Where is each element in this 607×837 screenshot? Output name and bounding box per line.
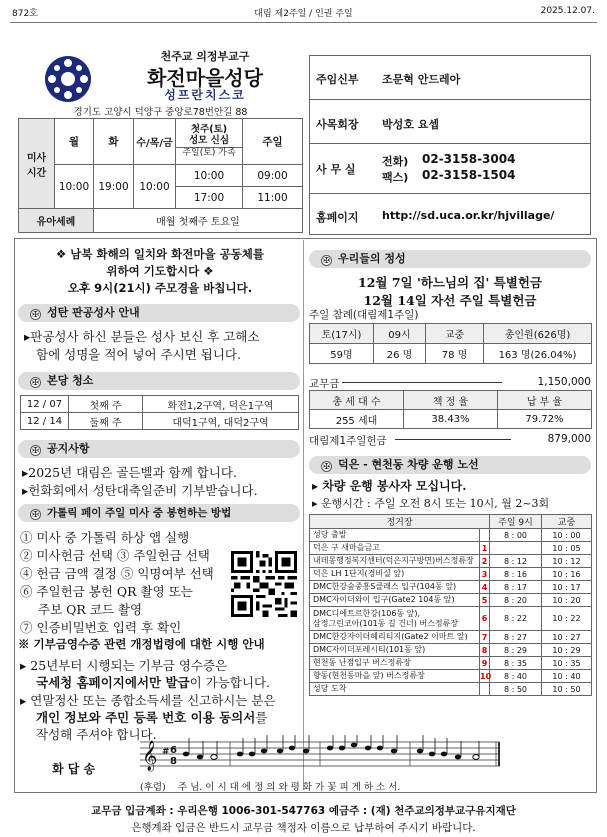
bus-stop-name-2: 삼정그린코아(101동 길 건너) 버스정류장 — [313, 618, 459, 628]
office-fax: 02-3158-1504 — [422, 168, 516, 182]
bus-stop-row — [310, 607, 592, 631]
footer-note: 은행계좌 입금은 반드시 교무금 책정자 이름으로 납부하여 주시기 바랍니다. — [131, 822, 476, 834]
tax-b1a: ▸ 25년부터 시행되는 기부금 영수증은 — [20, 658, 228, 673]
bus-time-9am: 8 : 22 — [490, 607, 542, 631]
footer-account: 교무금 입금계좌 : 우리은행 1006-301-547763 예금주 : (재) 천주교의정부교구유지재단 — [91, 805, 516, 817]
col-sunday: 주일 — [243, 119, 303, 165]
bus-stop-row — [310, 683, 592, 696]
infant-baptism-label: 유아세례 — [19, 209, 94, 233]
bus-time-9am: 8 : 17 — [490, 581, 542, 594]
col-wed-fri: 수/목/금 — [134, 119, 176, 165]
bus-stop-number: 1 — [480, 542, 490, 555]
bus-time-main: 10 : 05 — [542, 542, 592, 555]
bus-stop-row — [310, 555, 592, 568]
bus-stop-name: 내데몽행정복지센터(덕은지구방면)버스정류장 — [313, 556, 474, 565]
bus-time-9am: 8 : 50 — [490, 683, 542, 696]
bus-stop-name: 향동(현천동마을 앞) 버스정류장 — [313, 671, 425, 680]
bus-stop-row — [310, 594, 592, 607]
time-tue: 19:00 — [94, 165, 134, 209]
prayer-line2: 위하여 기도합시다 ❖ — [106, 264, 214, 278]
bus-stop-number: 9 — [480, 657, 490, 670]
time-mon: 10:00 — [55, 165, 94, 209]
council-label: 사목회장 — [316, 118, 359, 131]
svg-text:8: 8 — [170, 756, 177, 767]
tax-b1b: 국세청 홈페이지에서만 발급이 가능합니다. — [36, 675, 271, 690]
special-collection-2: 12월 14일 자선 주일 특별헌금 — [363, 293, 537, 308]
step-6b: 주보 QR 코드 촬영 — [38, 602, 143, 617]
attendance-table: 토(17시) 09시 교중 총인원(626명) 59명 26 명 78 명 163 명(26.04%) — [309, 323, 592, 364]
bus-time-9am: 8 : 29 — [490, 644, 542, 657]
bus-stop-name: DMC한강자이더헤리티지(Gate2 이마트 앞) — [313, 632, 468, 641]
bus-stop-number — [480, 529, 490, 542]
section-bus: ✠ 덕은 - 현천동 차량 운행 노선 — [309, 456, 591, 474]
bus-stop-name: DMC자이더와이 입구(Gate2 104동 앞) — [313, 595, 455, 604]
phone-label: 전화) — [382, 155, 409, 168]
time-sat2: 17:00 — [176, 187, 243, 209]
patron-saint: 성프란치스코 — [164, 88, 246, 102]
staff-box — [309, 55, 591, 235]
step-2-3: ② 미사헌금 선택 ③ 주일헌금 선택 — [20, 548, 210, 563]
bus-stop-number: 10 — [480, 671, 492, 681]
council-president: 박성호 요셉 — [382, 118, 439, 131]
bus-time-9am: 8 : 16 — [490, 568, 542, 581]
section-cleaning: ✠ 본당 청소 — [18, 372, 300, 390]
bus-time-9am: 8 : 20 — [490, 594, 542, 607]
school-fee-amount: 1,150,000 — [537, 376, 591, 388]
col-first-sat: 첫주(토) — [190, 124, 228, 135]
bus-stop-number: 5 — [480, 594, 490, 607]
bus-stop-name: DMC자이더포레시티(101동 앞) — [313, 645, 426, 654]
cross-icon: ✠ — [30, 445, 41, 456]
cross-icon: ✠ — [321, 255, 332, 266]
school-fee-table: 총 세 대 수 책 정 율 납 부 율 255 세대 38.43% 79.72% — [309, 390, 592, 429]
homepage-label: 홈페이지 — [316, 211, 359, 224]
cross-icon: ✠ — [30, 509, 41, 520]
time-wed-fri: 10:00 — [134, 165, 176, 209]
cross-icon: ✠ — [321, 461, 332, 472]
bus-time-main: 10 : 50 — [542, 683, 592, 696]
step-7: ⑦ 인증비밀번호 입력 후 확인 — [20, 620, 182, 635]
prayer-line3: 오후 9시(21시) 주모경을 바칩니다. — [67, 281, 253, 295]
bus-time-main: 10 : 00 — [542, 529, 592, 542]
bus-schedule-note: ▸ 운행시간 : 주일 오전 8시 또는 10시, 월 2~3회 — [312, 497, 550, 510]
bus-stop-number — [480, 683, 490, 696]
mass-label: 미사 — [26, 152, 47, 164]
bus-stop-number: 2 — [480, 555, 490, 568]
bus-time-main: 10 : 12 — [542, 555, 592, 568]
bus-stop-name: 덕은 구 새마을금고 — [313, 543, 380, 552]
bus-route-table: 정거장 주일 9시 교중 성당 출발 8 : 00 10 : 00 덕은 구 새마을금고 1 10 : 05 내데몽행정복지센터(덕은지구방면)버스정류장 2 8 : 12 10 : 12 덕은 LH 1단지(경비실 앞) 3 8 : 16 10 : 16 DMC한강숲중흥S클래스 입구(104동 앞) 4 8 : 17 10 : 17 DMC자이더와이 입구(Gate2 104동 앞) 5 8 : 20 10 : 20 DMC디에트르한강(106동 앞), 삼정그린코아(101동 길 건너) 버스정류장 6 8 : 22 10 : 22 DMC한강자이더헤리티지(Gate2 이마트 앞) 7 8 : 27 10 : 27 DMC자이더포레시티(101동 앞) 8 8 : 29 10 : 29 현천동 난점입구 버스정류장 9 8 : 35 10 : 35 향동(현천동마을 앞) 버스정류장 10 8 : 40 10 : 40 성당 도착 8 : 50 10 : 50 — [309, 514, 592, 696]
bus-stop-row — [310, 644, 592, 657]
liturgical-week: 대림 제2주일 / 인권 주일 — [254, 9, 353, 19]
bus-time-9am: 8 : 12 — [490, 555, 542, 568]
step-6: ⑥ 주일헌금 봉헌 QR 촬영 또는 — [20, 584, 193, 599]
bus-time-main: 10 : 16 — [542, 568, 592, 581]
bus-time-main: 10 : 20 — [542, 594, 592, 607]
step-4-5: ④ 헌금 금액 결정 ⑤ 익명여부 선택 — [20, 566, 214, 581]
psalm-sheet-music — [140, 734, 500, 778]
cross-icon: ✠ — [30, 377, 41, 388]
office-label: 사 무 실 — [316, 163, 356, 176]
bus-stop-number: 7 — [480, 631, 490, 644]
bus-time-main: 10 : 27 — [542, 631, 592, 644]
issue-number: 872호 — [12, 9, 38, 19]
bus-stop-row — [310, 568, 592, 581]
fax-label: 팩스) — [382, 171, 409, 184]
issue-date: 2025.12.07. — [540, 6, 595, 16]
bus-stop-row — [310, 581, 592, 594]
bus-stop-row — [310, 529, 592, 542]
tax-b2c: 작성해 주셔야 합니다. — [36, 727, 157, 742]
bus-stop-name: 성당 출발 — [313, 530, 347, 539]
section-confession: ✠ 성탄 판공성사 안내 — [18, 304, 300, 322]
tax-b2a: ▸ 연말정산 또는 종합소득세를 신고하시는 분은 — [20, 693, 276, 708]
confession-line1: ▸판공성사 하신 분들은 성사 보신 후 고해소 — [24, 329, 260, 344]
mass-schedule-table: 미사 시간 월 화 수/목/금 첫주(토) 성모 신심 주일(토) 가족 주일 10:00 19:00 10:00 10:00 09:00 17:00 11:00 유아세례 매월 첫째주 토요일 — [18, 118, 303, 233]
bus-stop-name: 성당 도착 — [313, 684, 347, 693]
col-mon: 월 — [55, 119, 94, 165]
pastor-label: 주임신부 — [316, 73, 359, 86]
infant-baptism-value: 매월 첫째주 토요일 — [94, 209, 303, 233]
parish-name: 화전마을성당 — [147, 66, 263, 90]
confession-line2: 함에 성명을 적어 넣어 주시면 됩니다. — [36, 347, 241, 362]
cross-icon: ✠ — [30, 309, 41, 320]
bus-stop-row — [310, 542, 592, 555]
bus-stop-number: 3 — [480, 568, 490, 581]
office-phone: 02-3158-3004 — [422, 152, 516, 166]
bus-time-9am: 8 : 35 — [490, 657, 542, 670]
school-fee-label: 교무금 — [309, 378, 340, 390]
cleaning-table: 12 / 07 첫째 주 화전1,2구역, 덕은1구역 12 / 14 둘째 주 대덕1구역, 대덕2구역 — [20, 395, 299, 430]
prayer-line1: ❖ 남북 화해의 일치와 화전마을 공동체를 — [55, 247, 265, 261]
time-sun1: 09:00 — [243, 165, 303, 187]
psalm-label: 화 답 송 — [52, 762, 96, 776]
bus-time-main: 10 : 22 — [542, 607, 592, 631]
time-sun2: 11:00 — [243, 187, 303, 209]
bus-time-9am: 8 : 40 — [490, 670, 542, 683]
bus-stop-row — [310, 670, 592, 683]
bus-stop-number: 8 — [480, 644, 490, 657]
svg-text:𝄞: 𝄞 — [142, 741, 158, 771]
parish-logo — [44, 55, 92, 103]
tax-b2b: 개인 정보와 주민 등록 번호 이용 동의서를 — [36, 710, 268, 725]
bus-stop-name: DMC디에트르한강(106동 앞), — [313, 608, 421, 618]
attendance-title: 주일 참례(대림제1주일) — [309, 309, 419, 321]
special-collection-1: 12월 7일 '하느님의 집' 특별헌금 — [358, 275, 542, 290]
parish-address: 경기도 고양시 덕양구 중앙로78번안길 88 — [73, 107, 248, 118]
bus-stop-row — [310, 631, 592, 644]
notice-1: ▸2025년 대림은 골든벨과 함께 합니다. — [22, 465, 237, 480]
bus-stop-number: 4 — [480, 581, 490, 594]
bus-time-9am: 8 : 00 — [490, 529, 542, 542]
notice-2: ▸헌화회에서 성탄대축일준비 기부받습니다. — [22, 483, 258, 498]
bus-time-9am — [490, 542, 542, 555]
bus-time-main: 10 : 17 — [542, 581, 592, 594]
bus-volunteer: ▸ 차량 운행 봉사자 모십니다. — [312, 479, 467, 493]
svg-text:#: # — [162, 747, 170, 757]
donation-qr-code[interactable] — [231, 551, 297, 617]
psalm-lyrics: (후렴) 주 님. 이 시 대 에 정 의 와 평 화 가 꽃 피 게 하 소 서. — [140, 782, 401, 793]
section-notice: ✠ 공지사항 — [18, 440, 300, 458]
bus-time-main: 10 : 29 — [542, 644, 592, 657]
section-offerings: ✠ 우리들의 정성 — [309, 250, 591, 268]
homepage-link[interactable]: http://sd.uca.or.kr/hjvillage/ — [382, 209, 555, 222]
bus-stop-row — [310, 657, 592, 670]
bus-stop-name: DMC한강숲중흥S클래스 입구(104동 앞) — [313, 582, 457, 591]
step-1: ① 미사 중 가톨릭 하상 앱 실행 — [20, 530, 190, 545]
bus-stop-name: 현천동 난점입구 버스정류장 — [313, 658, 411, 667]
svg-text:6: 6 — [170, 745, 177, 756]
tax-notice-title: ※ 기부금영수증 관련 개정법령에 대한 시행 안내 — [18, 637, 265, 651]
col-tue: 화 — [94, 119, 134, 165]
pastor-name: 조문혁 안드레아 — [382, 73, 461, 86]
advent-offering-label: 대림제1주일헌금 — [309, 435, 387, 447]
bus-time-9am: 8 : 27 — [490, 631, 542, 644]
bus-time-main: 10 : 35 — [542, 657, 592, 670]
bus-stop-number: 6 — [480, 607, 490, 631]
bus-time-main: 10 : 40 — [542, 670, 592, 683]
bus-stop-name: 덕은 LH 1단지(경비실 앞) — [313, 569, 405, 578]
time-sat1: 10:00 — [176, 165, 243, 187]
section-paperless: ✠ 가톨릭 페이 주일 미사 중 봉헌하는 방법 — [18, 504, 300, 522]
diocese-name: 천주교 의정부교구 — [160, 50, 250, 63]
advent-offering-amount: 879,000 — [547, 433, 591, 445]
